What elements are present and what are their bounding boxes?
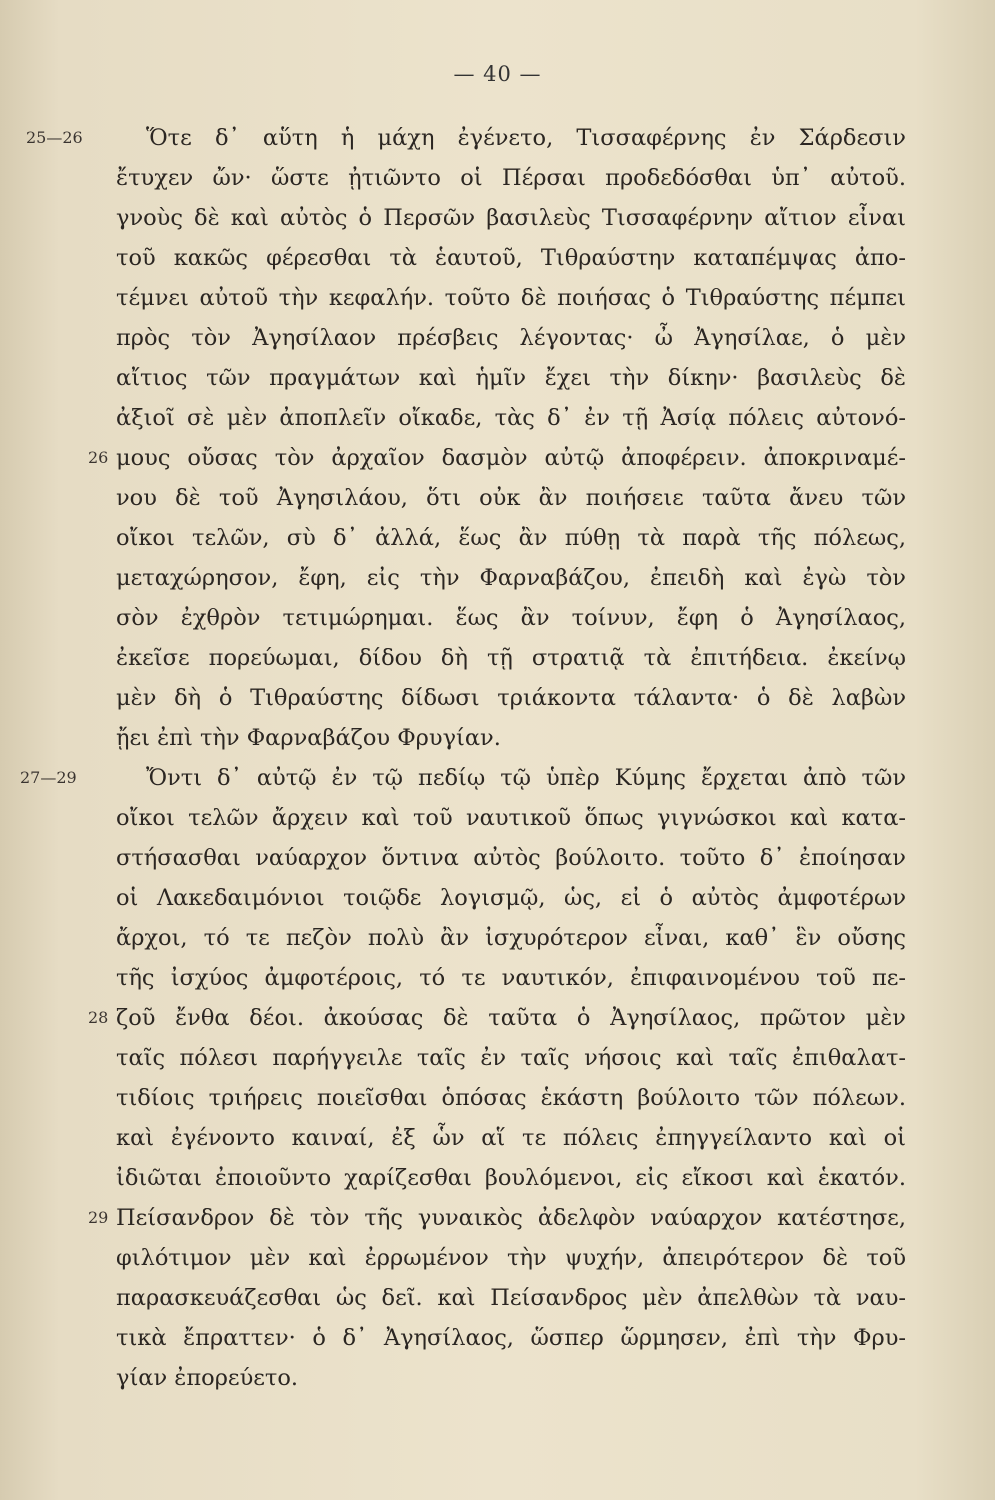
text-line: μὲν δὴ ὁ Τιθραύστης δίδωσι τριάκοντα τάλαντα· ὁ δὲ λαβὼν xyxy=(116,685,906,711)
text-line: τικὰ ἔπραττεν· ὁ δ᾽ Ἀγησίλαος, ὥσπερ ὥρμησεν, ἐπὶ τὴν Φρυ- xyxy=(116,1325,906,1351)
text-line: καὶ ἐγένοντο καιναί, ἐξ ὧν αἵ τε πόλεις ἐπηγγείλαντο καὶ οἱ xyxy=(116,1125,906,1151)
text-line: φιλότιμον μὲν καὶ ἐρρωμένον τὴν ψυχήν, ἀπειρότερον δὲ τοῦ xyxy=(116,1245,906,1271)
text-line: αἴτιος τῶν πραγμάτων καὶ ἡμῖν ἔχει τὴν δίκην· βασιλεὺς δὲ xyxy=(116,365,906,391)
text-line: σὸν ἐχθρὸν τετιμώρημαι. ἕως ἂν τοίνυν, ἔφη ὁ Ἀγησίλαος, xyxy=(116,605,906,631)
text-line: ἀξιοῖ σὲ μὲν ἀποπλεῖν οἴκαδε, τὰς δ᾽ ἐν τῇ Ἀσίᾳ πόλεις αὐτονό- xyxy=(116,405,906,431)
text-line: οἴκοι τελῶν, σὺ δ᾽ ἀλλά, ἕως ἂν πύθῃ τὰ παρὰ τῆς πόλεως, xyxy=(116,525,906,551)
text-line: πρὸς τὸν Ἀγησίλαον πρέσβεις λέγοντας· ὦ Ἀγησίλαε, ὁ μὲν xyxy=(116,325,906,351)
margin-ref-29: 29 xyxy=(88,1208,109,1227)
text-line: ταῖς πόλεσι παρήγγειλε ταῖς ἐν ταῖς νήσοις καὶ ταῖς ἐπιθαλατ- xyxy=(116,1045,906,1071)
text-line: ἔτυχεν ὤν· ὥστε ᾐτιῶντο οἱ Πέρσαι προδεδόσθαι ὑπ᾽ αὐτοῦ. xyxy=(116,165,906,191)
text-line: γνοὺς δὲ καὶ αὐτὸς ὁ Περσῶν βασιλεὺς Τισσαφέρνην αἴτιον εἶναι xyxy=(116,205,906,231)
margin-ref-28: 28 xyxy=(88,1008,109,1027)
text-line: στήσασθαι ναύαρχον ὅντινα αὐτὸς βούλοιτο. τοῦτο δ᾽ ἐποίησαν xyxy=(116,845,906,871)
text-line: τιδίοις τριήρεις ποιεῖσθαι ὁπόσας ἑκάστη βούλοιτο τῶν πόλεων. xyxy=(116,1085,906,1111)
text-line: παρασκευάζεσθαι ὡς δεῖ. καὶ Πείσανδρος μὲν ἀπελθὼν τὰ ναυ- xyxy=(116,1285,906,1311)
text-line: γίαν ἐπορεύετο. xyxy=(116,1365,299,1391)
page-number: — 40 — xyxy=(453,62,542,86)
text-line: οἱ Λακεδαιμόνιοι τοιῷδε λογισμῷ, ὡς, εἰ ὁ αὐτὸς ἀμφοτέρων xyxy=(116,885,906,911)
text-line: τέμνει αὐτοῦ τὴν κεφαλήν. τοῦτο δὲ ποιήσας ὁ Τιθραύστης πέμπει xyxy=(116,285,906,311)
margin-ref-25-26: 25—26 xyxy=(26,128,83,147)
text-line: νου δὲ τοῦ Ἀγησιλάου, ὅτι οὐκ ἂν ποιήσειε ταῦτα ἄνευ τῶν xyxy=(116,485,906,511)
text-line: οἴκοι τελῶν ἄρχειν καὶ τοῦ ναυτικοῦ ὅπως γιγνώσκοι καὶ κατα- xyxy=(116,805,906,831)
text-line: τῆς ἰσχύος ἀμφοτέροις, τό τε ναυτικόν, ἐπιφαινομένου τοῦ πε- xyxy=(116,965,906,991)
text-line: ᾔει ἐπὶ τὴν Φαρναβάζου Φρυγίαν. xyxy=(116,725,501,751)
text-line: μεταχώρησον, ἔφη, εἰς τὴν Φαρναβάζου, ἐπειδὴ καὶ ἐγὼ τὸν xyxy=(116,565,906,591)
text-line: τοῦ κακῶς φέρεσθαι τὰ ἑαυτοῦ, Τιθραύστην καταπέμψας ἀπο- xyxy=(116,245,906,271)
text-line: Πείσανδρον δὲ τὸν τῆς γυναικὸς ἀδελφὸν ναύαρχον κατέστησε, xyxy=(116,1205,906,1231)
text-line: ἄρχοι, τό τε πεζὸν πολὺ ἂν ἰσχυρότερον εἶναι, καθ᾽ ἓν οὔσης xyxy=(116,925,906,951)
margin-ref-27-29: 27—29 xyxy=(20,768,77,787)
text-line: ἐκεῖσε πορεύωμαι, δίδου δὴ τῇ στρατιᾷ τὰ ἐπιτήδεια. ἐκείνῳ xyxy=(116,645,906,671)
text-line: μους οὔσας τὸν ἀρχαῖον δασμὸν αὐτῷ ἀποφέρειν. ἀποκριναμέ- xyxy=(116,445,906,471)
text-line: ζοῦ ἔνθα δέοι. ἀκούσας δὲ ταῦτα ὁ Ἀγησίλαος, πρῶτον μὲν xyxy=(116,1005,906,1031)
text-line: Ὅτε δ᾽ αὕτη ἡ μάχη ἐγένετο, Τισσαφέρνης ἐν Σάρδεσιν xyxy=(146,125,906,151)
text-line: ἰδιῶται ἐποιοῦντο χαρίζεσθαι βουλόμενοι, εἰς εἴκοσι καὶ ἑκατόν. xyxy=(116,1165,906,1191)
text-line: Ὄντι δ᾽ αὐτῷ ἐν τῷ πεδίῳ τῷ ὑπὲρ Κύμης ἔρχεται ἀπὸ τῶν xyxy=(146,765,906,791)
margin-ref-26: 26 xyxy=(88,448,109,467)
